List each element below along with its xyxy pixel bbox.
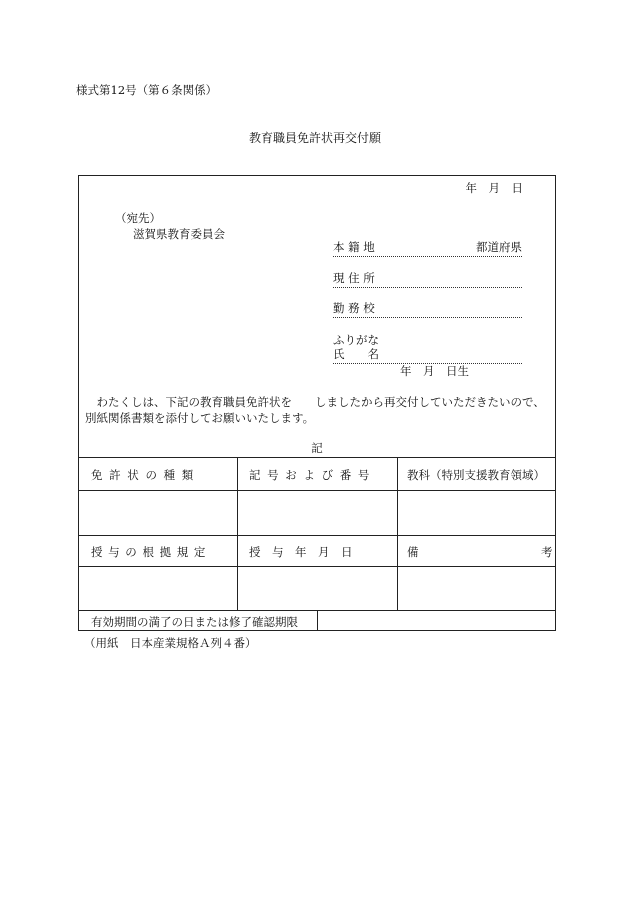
addressee-label: （宛先） (115, 211, 161, 225)
column-divider (397, 457, 398, 610)
address-label: 現 住 所 (333, 271, 375, 285)
address-field[interactable] (333, 269, 522, 288)
paper-size-note: （用紙 日本産業規格Ａ列４番） (84, 636, 257, 650)
header-remarks-left: 備 (407, 545, 419, 559)
legal-basis-cell[interactable] (81, 570, 235, 608)
date-line: 年 月 日 (465, 181, 523, 195)
code-number-cell[interactable] (241, 494, 395, 532)
table-divider (79, 566, 555, 567)
header-grant-date: 授 与 年 月 日 (249, 545, 353, 559)
header-code-number: 記 号 お よ び 番 号 (249, 468, 370, 482)
expiry-label: 有効期間の満了の日または修了確認期限 (91, 615, 298, 629)
table-top-border (79, 457, 555, 458)
honseki-field[interactable] (333, 238, 522, 257)
form-number: 様式第12号（第６条関係） (76, 83, 218, 97)
workplace-label: 勤 務 校 (333, 301, 375, 315)
header-legal-basis: 授 与 の 根 拠 規 定 (91, 545, 206, 559)
name-label: 氏 名 (333, 347, 379, 361)
header-subject: 教科（特別支援教育領域） (407, 468, 545, 482)
remarks-cell[interactable] (401, 570, 553, 608)
license-type-cell[interactable] (81, 494, 235, 532)
header-license-type: 免 許 状 の 種 類 (91, 468, 194, 482)
workplace-field[interactable] (333, 299, 522, 318)
column-divider (317, 610, 318, 631)
birthdate-line: 年 月 日生 (400, 364, 469, 378)
document-title: 教育職員免許状再交付願 (248, 131, 381, 145)
furigana-label: ふりがな (333, 333, 379, 347)
column-divider (237, 457, 238, 610)
request-text: わたくしは、下記の教育職員免許状を しましたから再交付していただきたいので、別紙関係書類を添付してお願いいたします。 (85, 395, 545, 425)
expiry-cell[interactable] (321, 612, 553, 630)
grant-date-cell[interactable] (241, 570, 395, 608)
honseki-label: 本 籍 地 (333, 240, 375, 254)
name-field[interactable] (333, 345, 522, 364)
application-form (78, 175, 556, 631)
subject-cell[interactable] (401, 494, 553, 532)
addressee-name: 滋賀県教育委員会 (133, 227, 225, 241)
ki-label: 記 (311, 441, 323, 455)
header-remarks-right: 考 (541, 545, 553, 559)
table-divider (79, 535, 555, 536)
honseki-suffix: 都道府県 (476, 240, 522, 254)
table-divider (79, 490, 555, 491)
